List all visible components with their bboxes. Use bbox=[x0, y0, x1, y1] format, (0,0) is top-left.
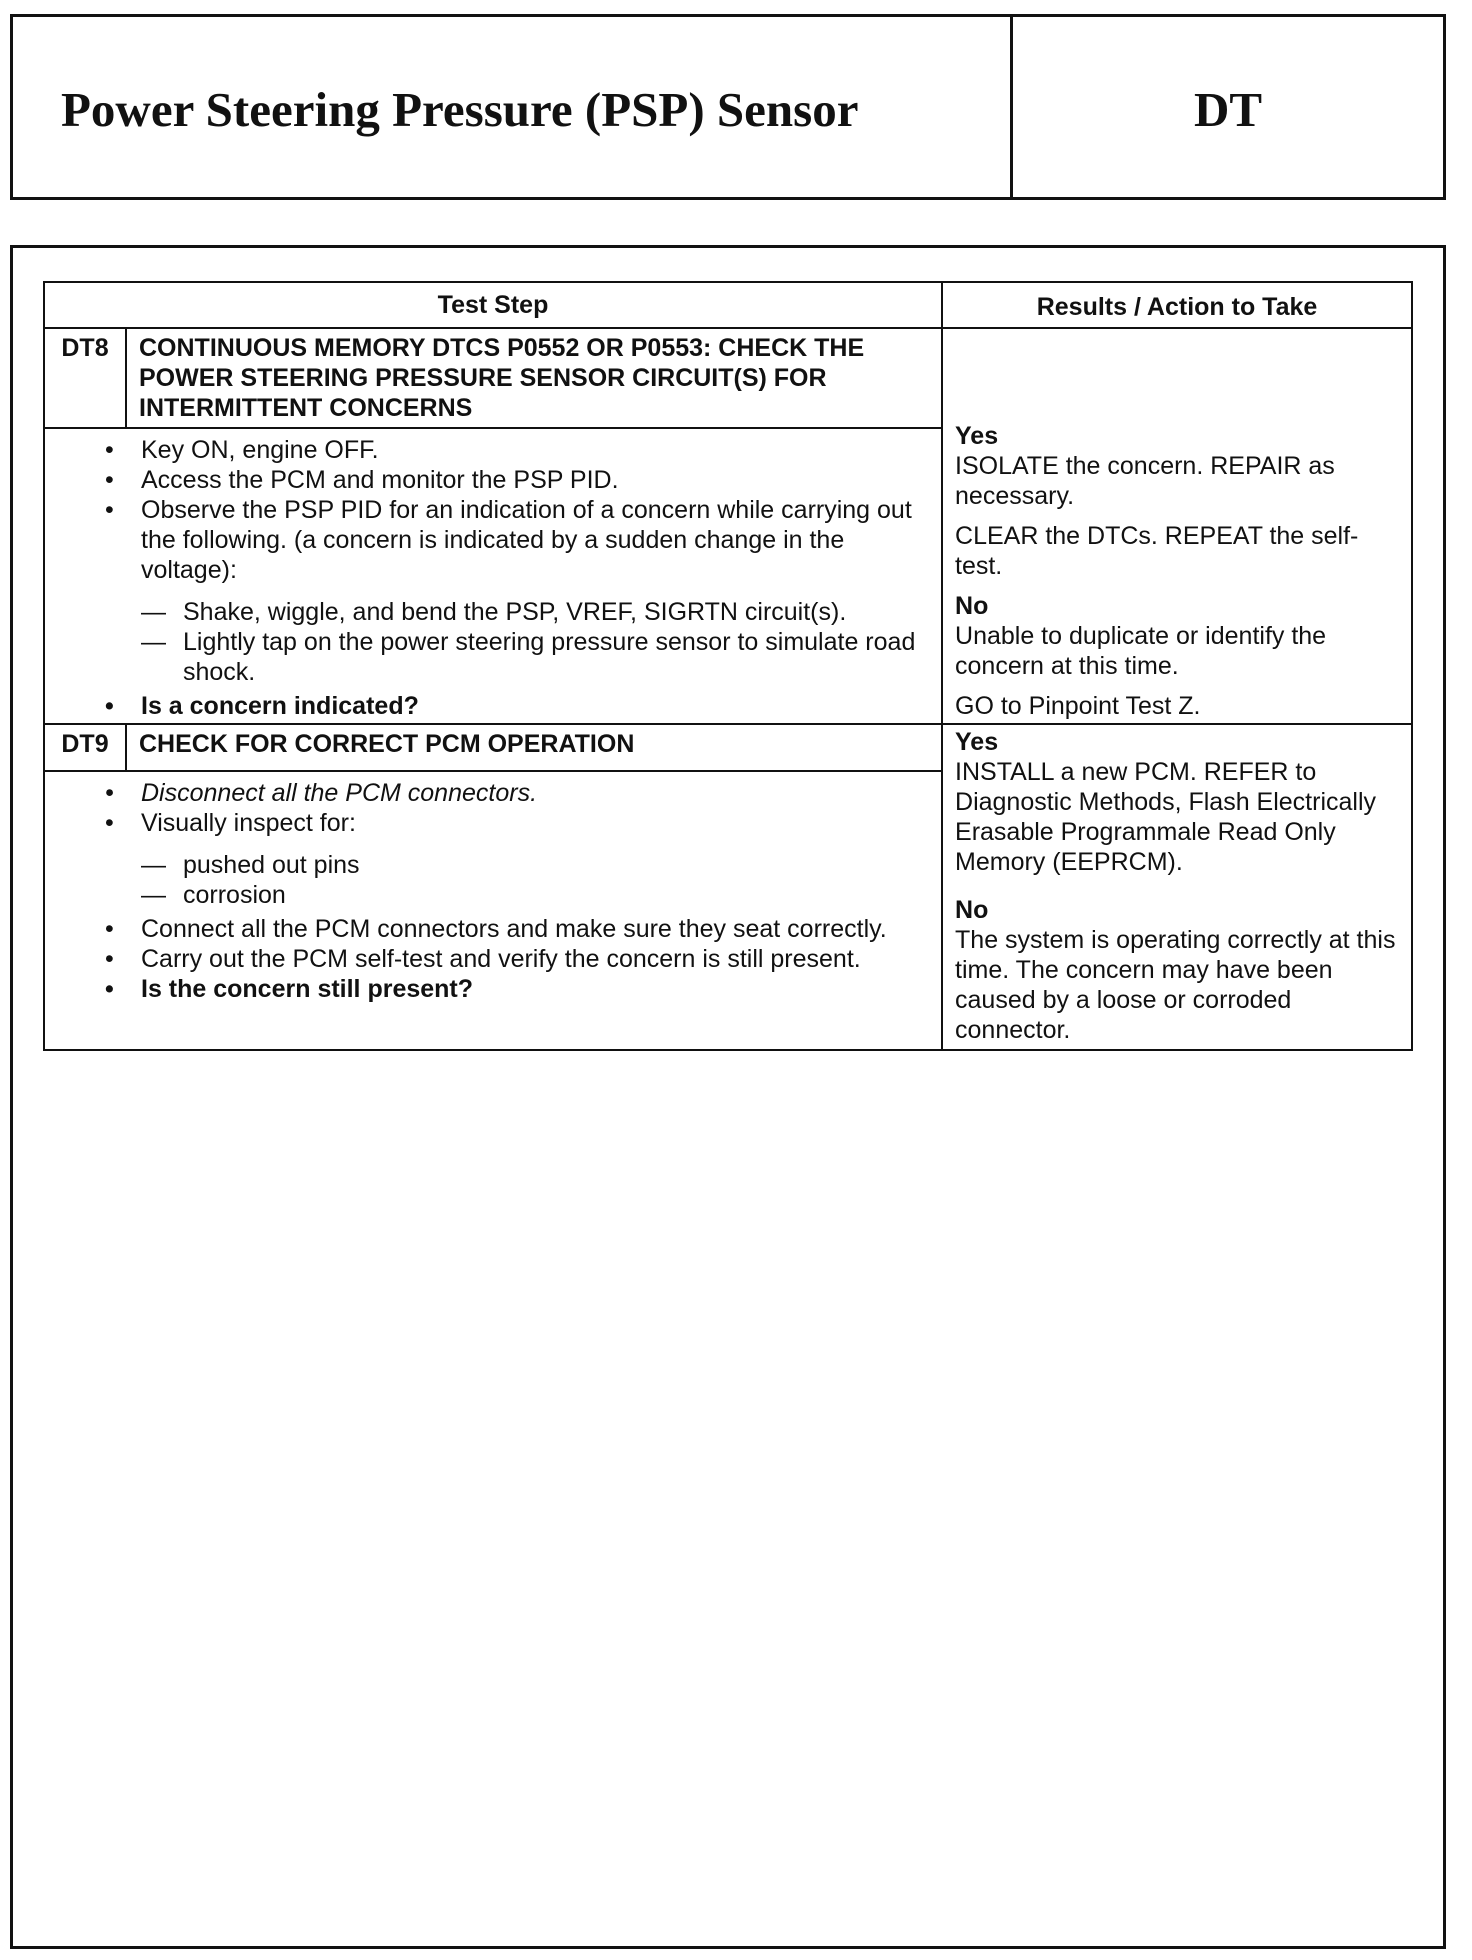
dt9-no-text: The system is operating correctly at this time. The concern may have been caused by a loose or corroded connector. bbox=[955, 926, 1396, 1044]
dt9-question: • Is the concern still present? bbox=[141, 974, 925, 1004]
dt8-results bbox=[942, 328, 1412, 724]
dt9-body bbox=[44, 771, 942, 1050]
dt9-title-row bbox=[44, 724, 1412, 771]
dt9-yes-text: INSTALL a new PCM. REFER to Diagnostic Methods, Flash Electrically Erasable Programmale Read Only Memory (EEPRCM). bbox=[955, 758, 1377, 876]
list-item: • Connect all the PCM connectors and make sure they seat correctly. bbox=[141, 914, 925, 944]
page-title: Power Steering Pressure (PSP) Sensor bbox=[13, 17, 1013, 197]
dt9-no-label: No bbox=[955, 896, 989, 924]
sub-list-item-text: Shake, wiggle, and bend the PSP, VREF, SIGRTN circuit(s). bbox=[183, 598, 847, 626]
list-item bbox=[141, 808, 925, 910]
sub-list-item: — Lightly tap on the power steering pressure sensor to simulate road shock. bbox=[141, 628, 916, 686]
dt8-title-row bbox=[44, 328, 1412, 428]
dt8-question: • Is a concern indicated? bbox=[141, 691, 925, 721]
list-item-text: Visually inspect for: bbox=[141, 809, 356, 838]
page-header bbox=[10, 14, 1446, 200]
col-test-step: Test Step bbox=[44, 282, 942, 328]
sub-list-item: — pushed out pins bbox=[141, 851, 360, 880]
dt8-no-label: No bbox=[955, 592, 989, 620]
dt9-results bbox=[942, 724, 1412, 1050]
sub-list-item: — Shake, wiggle, and bend the PSP, VREF, SIGRTN circuit(s). bbox=[141, 598, 847, 626]
list-item: • Disconnect all the PCM connectors. bbox=[141, 778, 925, 808]
dt8-yes-label: Yes bbox=[955, 422, 999, 450]
list-item-text: Observe the PSP PID for an indication of a concern while carrying out the following. (a concern is indicated by a sudden change in the voltage): bbox=[141, 496, 912, 584]
table-header-row bbox=[44, 282, 1412, 328]
dt9-code: DT9 bbox=[44, 724, 126, 771]
list-item: • Access the PCM and monitor the PSP PID. bbox=[141, 465, 925, 495]
col-results: Results / Action to Take bbox=[942, 282, 1412, 328]
sub-list-item: — corrosion bbox=[141, 881, 286, 910]
dt9-yes-label: Yes bbox=[955, 728, 999, 756]
dt8-no-text-1: Unable to duplicate or identify the concern at this time. bbox=[955, 622, 1327, 680]
dt8-yes-text-1: ISOLATE the concern. REPAIR as necessary. bbox=[955, 452, 1335, 510]
section-code: DT bbox=[1193, 81, 1263, 137]
dt8-body bbox=[44, 428, 942, 724]
dt8-no-text-2: GO to Pinpoint Test Z. bbox=[955, 692, 1201, 720]
dt8-code: DT8 bbox=[44, 328, 126, 428]
list-item: • Carry out the PCM self-test and verify the concern is still present. bbox=[141, 944, 925, 974]
sub-list-item-text: pushed out pins bbox=[183, 851, 360, 880]
list-item: • Key ON, engine OFF. bbox=[141, 435, 925, 465]
sub-list-item-text: corrosion bbox=[183, 881, 286, 910]
dt8-yes-text-2: CLEAR the DTCs. REPEAT the self-test. bbox=[955, 522, 1359, 580]
test-step-table bbox=[43, 281, 1413, 1051]
sub-list-item-text: Lightly tap on the power steering pressure sensor to simulate road shock. bbox=[183, 628, 916, 686]
dt8-title: CONTINUOUS MEMORY DTCS P0552 OR P0553: CHECK THE POWER STEERING PRESSURE SENSOR CIRCUIT(S) FOR INTERMITTENT CONCERNS bbox=[126, 328, 942, 428]
dt9-title: CHECK FOR CORRECT PCM OPERATION bbox=[126, 724, 942, 771]
list-item bbox=[141, 495, 925, 687]
